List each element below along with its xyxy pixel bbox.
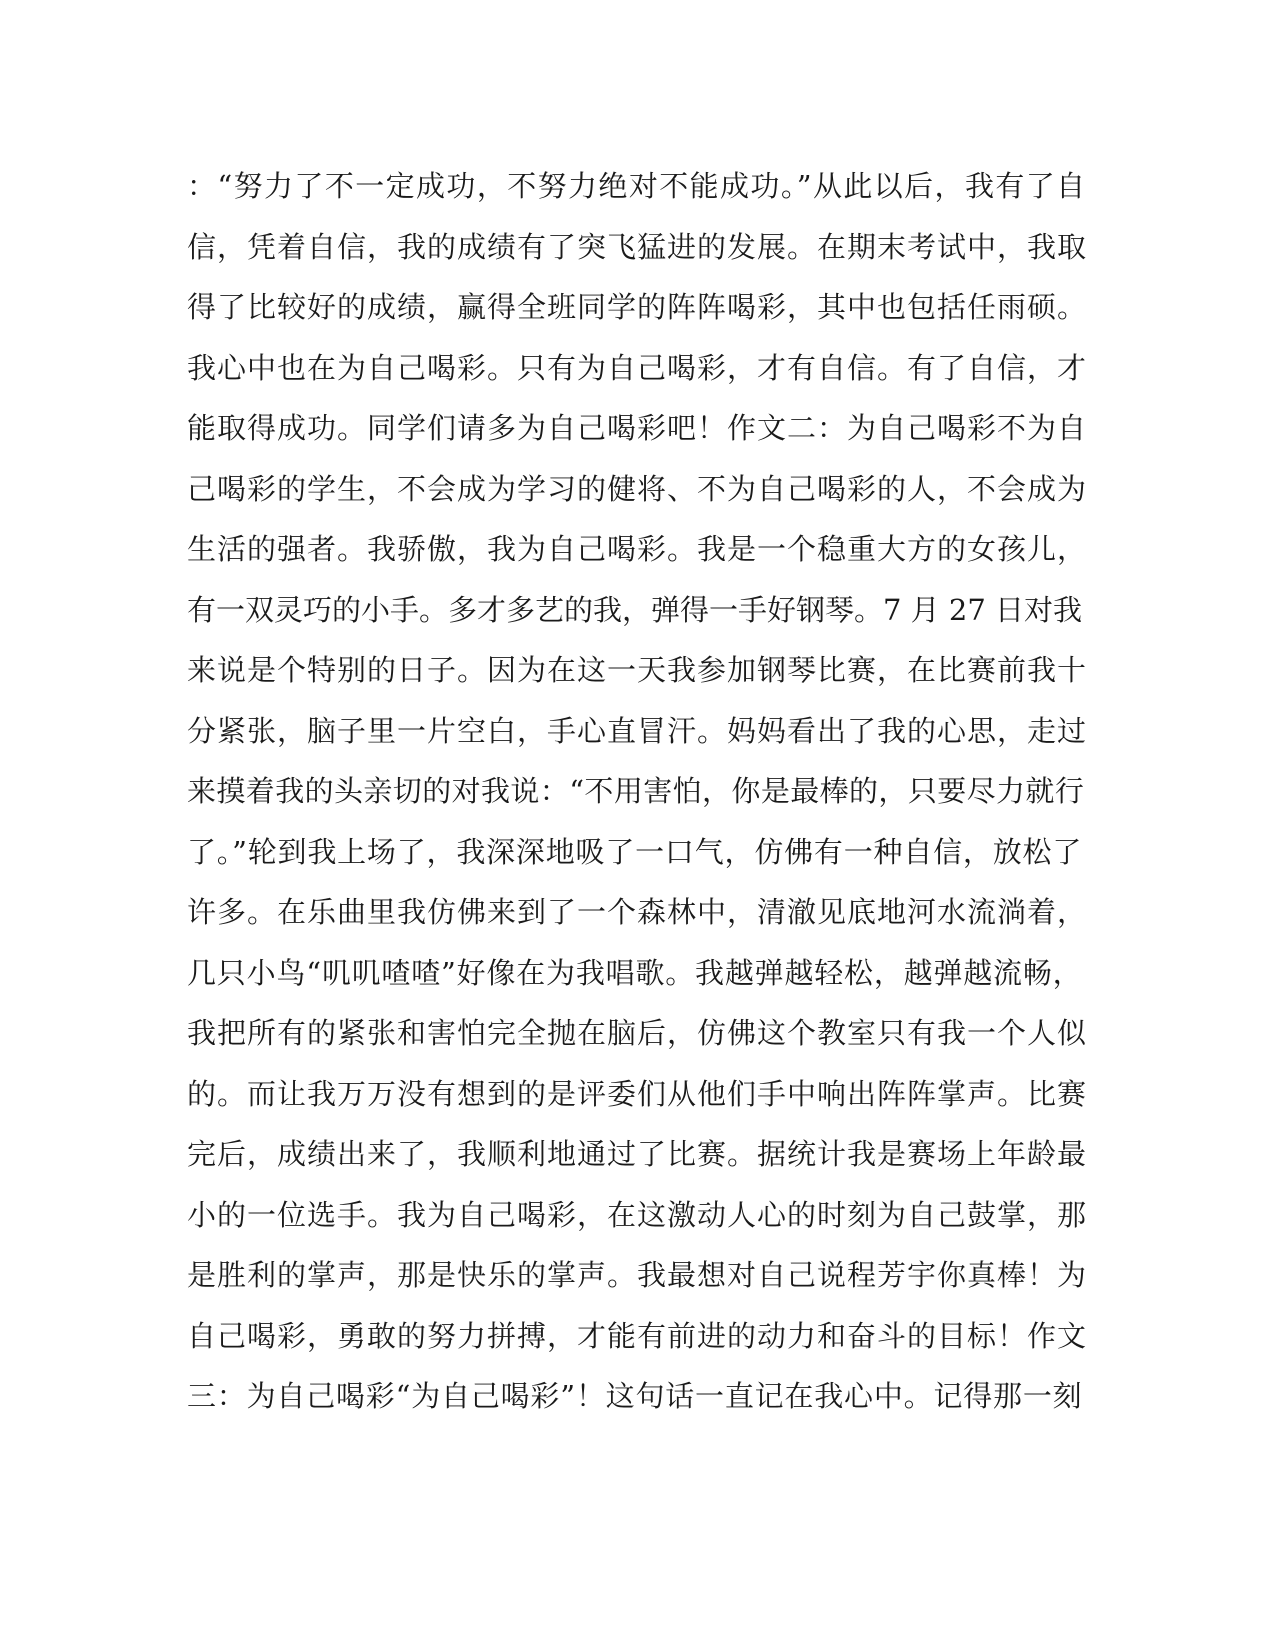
text-line: 得了比较好的成绩，赢得全班同学的阵阵喝彩，其中也包括任雨硕。 [187,290,1088,324]
text-line: 来摸着我的头亲切的对我说：“不用害怕，你是最棒的，只要尽力就行 [187,774,1085,808]
text-line: 分紧张，脑子里一片空白，手心直冒汗。妈妈看出了我的心思，走过 [187,713,1088,748]
text-line: 了。”轮到我上场了，我深深地吸了一口气，仿佛有一种自信，放松了 [187,834,1083,869]
text-line: 生活的强者。我骄傲，我为自己喝彩。我是一个稳重大方的女孩儿， [187,532,1088,566]
text-line: 己喝彩的学生，不会成为学习的健将、不为自己喝彩的人，不会成为 [187,471,1088,506]
text-line: 信，凭着自信，我的成绩有了突飞猛进的发展。在期末考试中，我取 [187,229,1088,264]
text-line: 许多。在乐曲里我仿佛来到了一个森林中，清澈见底地河水流淌着， [187,895,1088,929]
text-line: 自己喝彩，勇敢的努力拼搏，才能有前进的动力和奋斗的目标！作文 [187,1318,1088,1353]
text-line: 是胜利的掌声，那是快乐的掌声。我最想对自己说程芳宇你真棒！为 [187,1258,1088,1292]
text-line: 来说是个特别的日子。因为在这一天我参加钢琴比赛，在比赛前我十 [187,653,1088,687]
text-line: 完后，成绩出来了，我顺利地通过了比赛。据统计我是赛场上年龄最 [187,1137,1088,1171]
text-line: 三：为自己喝彩“为自己喝彩”！这句话一直记在我心中。记得那一刻 [187,1379,1083,1413]
text-line: 的。而让我万万没有想到的是评委们从他们手中响出阵阵掌声。比赛 [187,1076,1088,1111]
text-line: ：“努力了不一定成功，不努力绝对不能成功。”从此以后，我有了自 [187,169,1087,203]
text-line: 有一双灵巧的小手。多才多艺的我，弹得一手好钢琴。7 月 27 日对我 [187,592,1083,627]
essay-body [187,166,1087,1437]
text-line: 我把所有的紧张和害怕完全抛在脑后，仿佛这个教室只有我一个人似 [187,1016,1088,1050]
text-line: 我心中也在为自己喝彩。只有为自己喝彩，才有自信。有了自信，才 [187,350,1088,385]
text-line: 小的一位选手。我为自己喝彩，在这激动人心的时刻为自己鼓掌，那 [187,1197,1088,1232]
text-line: 能取得成功。同学们请多为自己喝彩吧！作文二：为自己喝彩不为自 [187,411,1088,445]
text-line: 几只小鸟“叽叽喳喳”好像在为我唱歌。我越弹越轻松，越弹越流畅， [187,955,1083,990]
